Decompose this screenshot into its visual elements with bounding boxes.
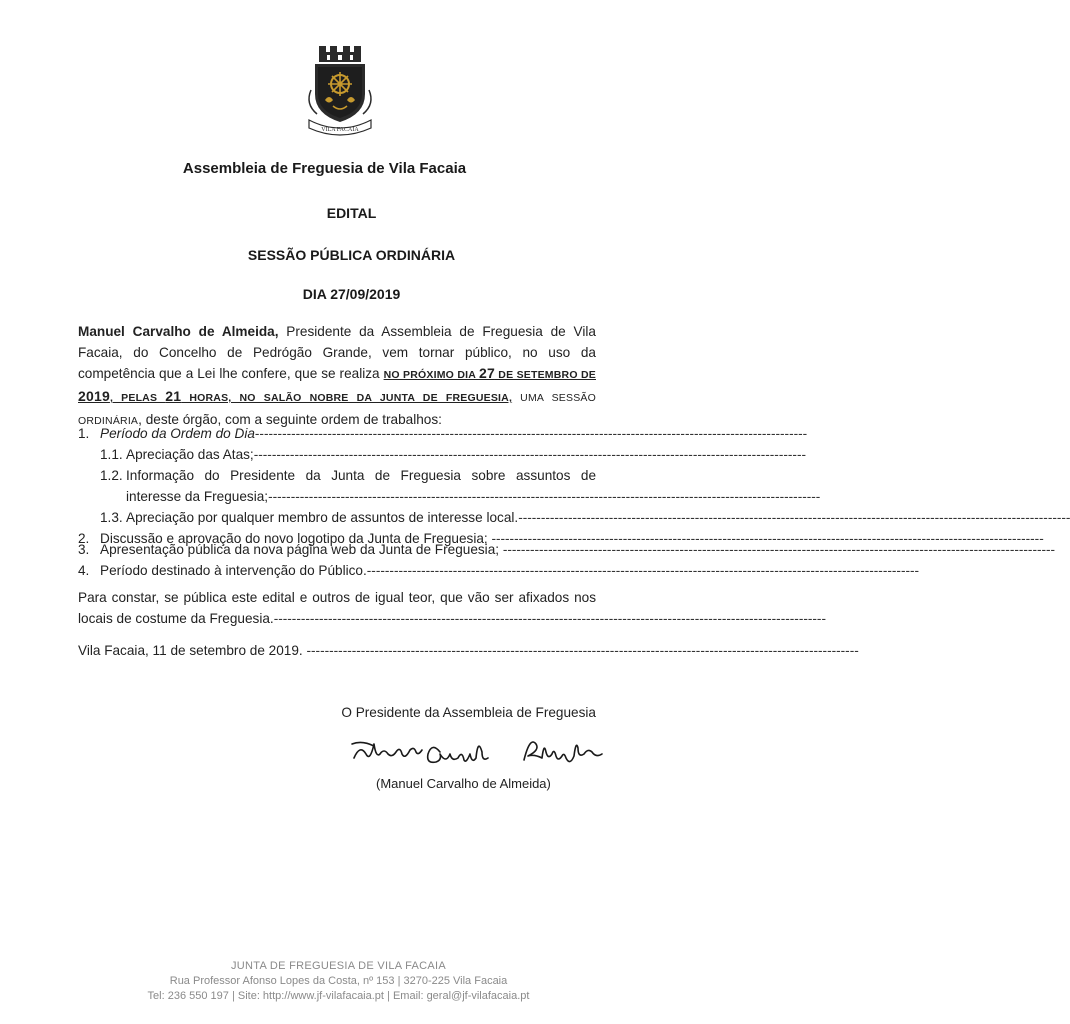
dash-leader: -------------------------------------------------------------------------------------------------------------------------- (491, 531, 1044, 546)
president-title: O Presidente da Assembleia de Freguesia (341, 705, 596, 720)
agenda-subitem-1-2 (100, 465, 596, 486)
agenda-item-number: 4. (78, 563, 90, 578)
signatory-name: (Manuel Carvalho de Almeida) (376, 776, 551, 791)
dash-leader: -------------------------------------------------------------------------------------------------------------------------- (253, 447, 806, 462)
agenda-item-number: 3. (78, 542, 90, 557)
agenda-item-text: interesse da Freguesia; (126, 489, 269, 504)
agenda-subitem-1-3 (100, 507, 1070, 528)
agenda-item-1 (78, 423, 808, 444)
intro-paragraph (78, 321, 596, 432)
closing-text: Para constar, se pública este edital e outros de igual teor, que vão ser afixados nos locais de costume da Freguesia. (78, 590, 596, 626)
date-line-text: Vila Facaia, 11 de setembro de 2019. (78, 643, 307, 658)
agenda-item-number: 2. (78, 531, 90, 546)
session-type: UMA SESSÃO ORDINÁRIA (78, 392, 596, 427)
dash-leader: -------------------------------------------------------------------------------------------------------------------------- (273, 611, 826, 626)
handwritten-signature (348, 732, 623, 772)
intro-text-2: , deste órgão, com a seguinte ordem de trabalhos: (138, 412, 442, 427)
dash-leader: -------------------------------------------------------------------------------------------------------------------------- (306, 643, 859, 658)
dash-leader: -------------------------------------------------------------------------------------------------------------------------- (366, 563, 920, 578)
agenda-item-text: Discussão e aprovação do novo logotipo da Junta de Freguesia; (100, 531, 492, 546)
agenda-item-text: Informação do Presidente da Junta de Freguesia sobre assuntos de (126, 468, 596, 483)
president-name: Manuel Carvalho de Almeida, (78, 324, 279, 339)
agenda-item-text: Apreciação das Atas; (126, 447, 254, 462)
caps-hour: 21 (165, 388, 182, 404)
intro-text-1: Presidente da Assembleia de Freguesia de Vila Facaia, do Concelho de Pedrógão Grande, vem tornar público, no uso da competência que a Lei lhe confere, que se realiza (78, 324, 596, 381)
dash-leader: -------------------------------------------------------------------------------------------------------------------------- (502, 542, 1056, 557)
assembly-heading: Assembleia de Freguesia de Vila Facaia (182, 160, 467, 177)
agenda-item-number: 1.3. (100, 510, 123, 525)
closing-paragraph (78, 587, 826, 629)
agenda-item-text: Apresentação pública da nova página web da Junta de Freguesia; (100, 542, 503, 557)
date-line (78, 640, 859, 661)
agenda-item-text: Período destinado à intervenção do Público. (100, 563, 367, 578)
agenda-item-number: 1.2. (100, 468, 123, 483)
caps-part-2: DE SETEMBRO DE (494, 369, 596, 381)
agenda-subitem-1-2-cont (126, 486, 821, 507)
footer-address: Rua Professor Afonso Lopes da Costa, nº 153 | 3270-225 Vila Facaia (169, 975, 508, 987)
crest-banner-text: VILA FACAIA (321, 127, 359, 133)
edital-heading: EDITAL (326, 205, 377, 221)
agenda-item-4 (78, 560, 920, 581)
agenda-item-number: 1.1. (100, 447, 123, 462)
caps-part-4: HORAS, NO SALÃO NOBRE DA JUNTA DE FREGUESIA, (181, 392, 513, 404)
caps-year: 2019 (78, 388, 110, 404)
dash-leader: -------------------------------------------------------------------------------------------------------------------------- (518, 510, 1070, 525)
agenda-item-text: Período da Ordem do Dia (100, 426, 255, 441)
coat-of-arms-crest (297, 44, 383, 136)
dash-leader: -------------------------------------------------------------------------------------------------------------------------- (254, 426, 808, 441)
agenda-item-number: 1. (78, 426, 90, 441)
agenda-item-3 (78, 539, 1056, 560)
date-heading: DIA 27/09/2019 (302, 286, 401, 302)
agenda-subitem-1-1 (100, 444, 806, 465)
agenda-item-text: Apreciação por qualquer membro de assuntos de interesse local. (126, 510, 519, 525)
footer-contacts: Tel: 236 550 197 | Site: http://www.jf-vilafacaia.pt | Email: geral@jf-vilafacaia.pt (147, 990, 530, 1002)
footer-institution: JUNTA DE FREGUESIA DE VILA FACAIA (230, 960, 447, 972)
caps-part-1: NO PRÓXIMO DIA (383, 369, 479, 381)
session-heading: SESSÃO PÚBLICA ORDINÁRIA (247, 247, 456, 263)
caps-day: 27 (478, 365, 495, 381)
caps-part-3: , PELAS (109, 392, 166, 404)
dash-leader: -------------------------------------------------------------------------------------------------------------------------- (268, 489, 821, 504)
